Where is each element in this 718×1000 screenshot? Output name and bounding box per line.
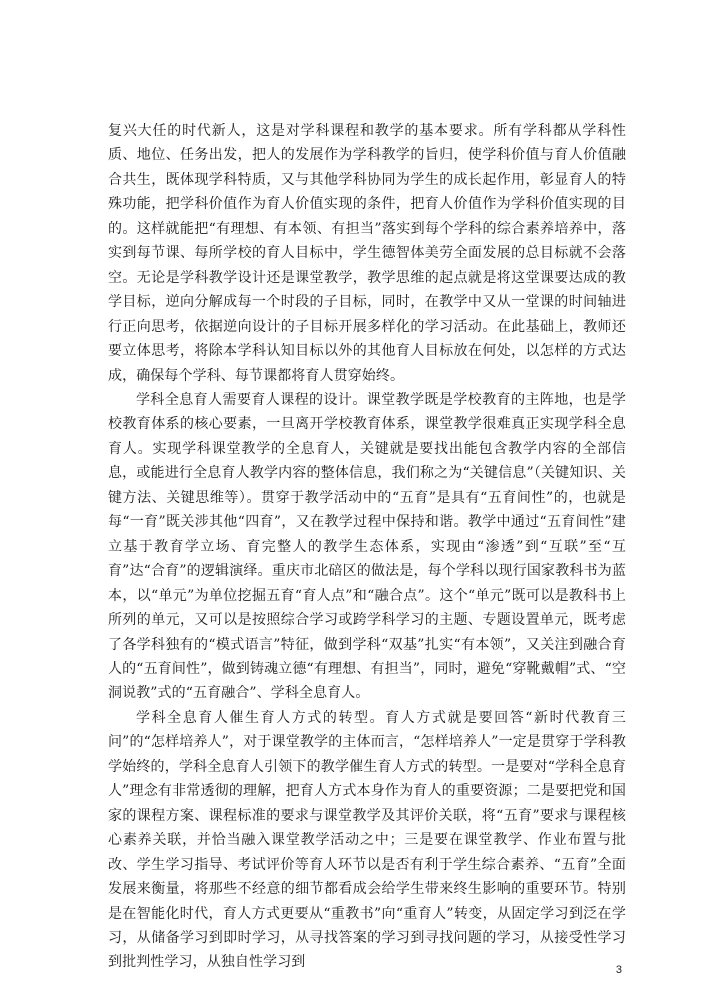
body-text <box>108 119 626 975</box>
page-number: 3 <box>615 964 622 976</box>
paragraph-1: 复兴大任的时代新人，这是对学科课程和教学的基本要求。所有学科都从学科性质、地位、任务出发，把人的发展作为学科教学的旨归，使学科价值与育人价值融合共生，既体现学科特质，又与其他学科协同为学生的成长起作用，彰显育人的特殊功能，把学科价值作为育人价值实现的条件，把育人价值作为学科价值实现的目的。这样就能把“有理想、有本领、有担当”落实到每个学科的综合素养培养中，落实到每节课、每所学校的育人目标中，学生德智体美劳全面发展的总目标就不会落空。无论是学科教学设计还是课堂教学，教学思维的起点就是将这堂课要达成的教学目标，逆向分解成每一个时段的子目标，同时，在教学中又从一堂课的时间轴进行正向思考，依据逆向设计的子目标开展多样化的学习活动。在此基础上，教师还要立体思考，将除本学科认知目标以外的其他育人目标放在何处，以怎样的方式达成，确保每个学科、每节课都将育人贯穿始终。 <box>108 123 626 384</box>
paragraph-2: 学科全息育人需要育人课程的设计。课堂教学既是学校教育的主阵地，也是学校教育体系的核心要素，一旦离开学校教育体系，课堂教学很难真正实现学科全息育人。实现学科课堂教学的全息育人，关键就是要找出能包含教学内容的全部信息，或能进行全息育人教学内容的整体信息，我们称之为“关键信息”（关键知识、关键方法、关键思维等）。贯穿于教学活动中的“五育”是具有“五育间性”的，也就是每“一育”既关涉其他“四育”，又在教学过程中保持和谐。教学中通过“五育间性”建立基于教育学立场、育完整人的教学生态体系，实现由“渗透”到“互联”至“互育”达“合育”的逻辑演绎。重庆市北碚区的做法是，每个学科以现行国家教科书为蓝本，以“单元”为单位挖掘五育“育人点”和“融合点”。这个“单元”既可以是教科书上所列的单元，又可以是按照综合学习或跨学科学习的主题、专题设置单元，既考虑了各学科独有的“模式语言”特征，做到学科“双基”扎实“有本领”，又关注到融合育人的“五育间性”，做到铸魂立德“有理想、有担当”，同时，避免“穿靴戴帽”式、“空洞说教”式的“五育融合”、学科全息育人。 <box>108 391 626 702</box>
paragraph-3: 学科全息育人催生育人方式的转型。育人方式就是要回答“新时代教育三问”的“怎样培养人”，对于课堂教学的主体而言，“怎样培养人”一定是贯穿于学科教学始终的，学科全息育人引领下的教学催生育人方式的转型。一是要对“学科全息育人”理念有非常透彻的理解，把育人方式本身作为育人的重要资源；二是要把党和国家的课程方案、课程标准的要求与课堂教学及其评价关联，将“五育”要求与课程核心素养关联，并恰当融入课堂教学活动之中；三是要在课堂教学、作业布置与批改、学生学习指导、考试评价等育人环节以是否有利于学生综合素养、“五育”全面发展来衡量，将那些不经意的细节都看成会给学生带来终生影响的重要环节。特别是在智能化时代，育人方式更要从“重教书”向“重育人”转变，从固定学习到泛在学习，从储备学习到即时学习，从寻找答案的学习到寻找问题的学习，从接受性学习到批判性学习，从独自性学习到 <box>108 709 626 971</box>
